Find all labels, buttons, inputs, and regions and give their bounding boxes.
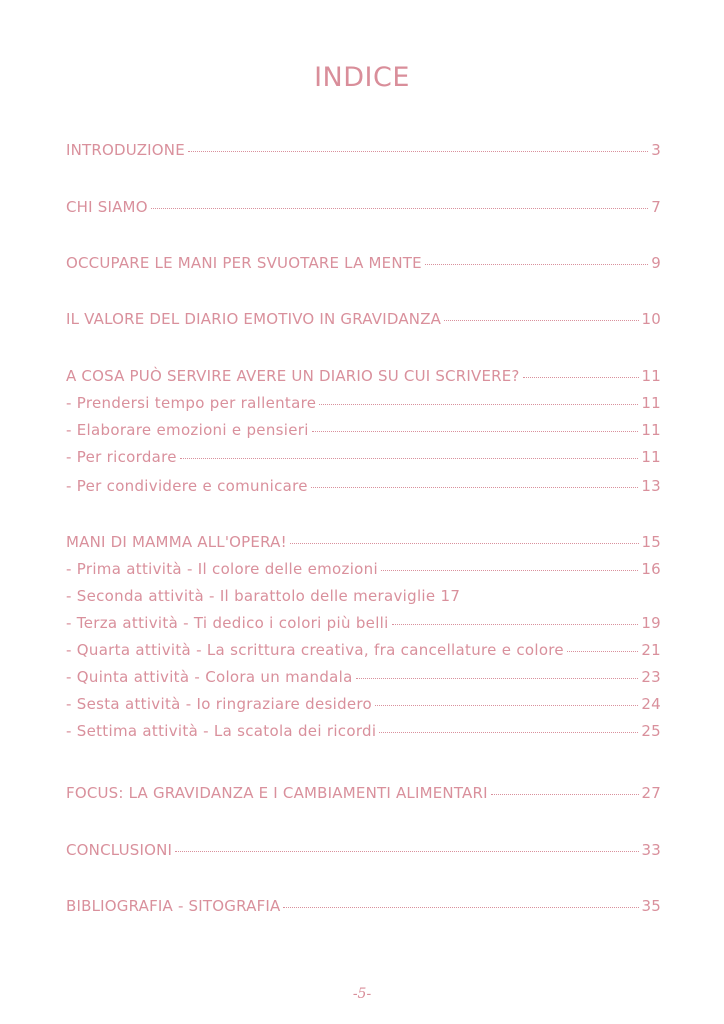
toc-entry[interactable]: [66, 253, 661, 273]
toc-entry[interactable]: [66, 783, 661, 803]
toc-entry[interactable]: [66, 197, 661, 217]
toc-entry-page-number: 11: [641, 394, 661, 412]
toc-entry-label: CHI SIAMO: [66, 198, 148, 216]
dot-leader: [319, 403, 638, 405]
toc-entry-page-number: 15: [641, 533, 661, 551]
dot-leader: [491, 793, 639, 795]
toc-subentry[interactable]: [66, 667, 661, 687]
toc-entry-page-number: 11: [641, 367, 661, 385]
toc-entry-page-number: 3: [651, 141, 661, 159]
toc-entry-label: CONCLUSIONI: [66, 841, 173, 859]
toc-subentry[interactable]: [66, 476, 661, 496]
dot-leader: [188, 150, 648, 152]
toc-entry[interactable]: [66, 840, 661, 860]
toc-entry-label: FOCUS: LA GRAVIDANZA E I CAMBIAMENTI ALIMENTARI: [66, 784, 488, 802]
toc-entry-page-number: 10: [641, 310, 661, 328]
dot-leader: [290, 542, 639, 544]
toc-entry[interactable]: [66, 366, 661, 386]
dot-leader: [311, 486, 638, 488]
toc-entry-label: - Elaborare emozioni e pensieri: [66, 421, 309, 439]
page-number: -5-: [352, 986, 372, 1002]
dot-leader: [392, 623, 639, 625]
toc-entry-page-number: 7: [651, 198, 661, 216]
toc-entry[interactable]: [66, 532, 661, 552]
toc-entry-label: IL VALORE DEL DIARIO EMOTIVO IN GRAVIDANZA: [66, 310, 442, 328]
toc-entry[interactable]: [66, 309, 661, 329]
dot-leader: [379, 731, 638, 733]
toc-entry-page-number: 23: [641, 668, 661, 686]
dot-leader: [381, 569, 638, 571]
toc-subentry[interactable]: [66, 447, 661, 467]
toc-entry-label: - Terza attività - Ti dedico i colori più belli: [66, 614, 389, 632]
toc-subentry[interactable]: [66, 694, 661, 714]
dot-leader: [175, 850, 638, 852]
toc-subentry[interactable]: [66, 393, 661, 413]
toc-entry-label: - Per condividere e comunicare: [66, 477, 308, 495]
toc-subentry[interactable]: [66, 420, 661, 440]
toc-entry-label: INTRODUZIONE: [66, 141, 185, 159]
page-title: INDICE: [314, 62, 410, 93]
dot-leader: [523, 376, 639, 378]
toc-entry-page-number: 9: [651, 254, 661, 272]
toc-subentry[interactable]: [66, 586, 661, 606]
toc-entry-label: - Settima attività - La scatola dei ricordi: [66, 722, 377, 740]
dot-leader: [283, 906, 638, 908]
toc-entry-page-number: 11: [641, 448, 661, 466]
toc-entry-label: MANI DI MAMMA ALL'OPERA!: [66, 533, 287, 551]
toc-entry-page-number: 35: [641, 897, 661, 915]
dot-leader: [312, 430, 639, 432]
toc-subentry[interactable]: [66, 613, 661, 633]
toc-entry-page-number: 24: [641, 695, 661, 713]
toc-entry-label: - Sesta attività - Io ringraziare desidero: [66, 695, 373, 713]
toc-entry-label: - Per ricordare: [66, 448, 177, 466]
dot-leader: [444, 319, 638, 321]
toc-entry[interactable]: [66, 896, 661, 916]
toc-subentry[interactable]: [66, 721, 661, 741]
dot-leader: [567, 650, 638, 652]
toc-entry-label: OCCUPARE LE MANI PER SVUOTARE LA MENTE: [66, 254, 422, 272]
toc-entry-page-number: 21: [641, 641, 661, 659]
dot-leader: [151, 207, 649, 209]
dot-leader: [375, 704, 638, 706]
toc-entry[interactable]: [66, 140, 661, 160]
toc-entry-page-number: 33: [641, 841, 661, 859]
dot-leader: [180, 457, 639, 459]
toc-entry-page-number: 16: [641, 560, 661, 578]
toc-subentry[interactable]: [66, 640, 661, 660]
toc-entry-page-number: 27: [641, 784, 661, 802]
toc-entry-label: - Seconda attività - Il barattolo delle meraviglie 17: [66, 587, 461, 605]
toc-entry-page-number: 13: [641, 477, 661, 495]
toc-entry-label: - Quarta attività - La scrittura creativa, fra cancellature e colore: [66, 641, 564, 659]
dot-leader: [425, 263, 648, 265]
toc-subentry[interactable]: [66, 559, 661, 579]
toc-entry-page-number: 25: [641, 722, 661, 740]
toc-entry-label: BIBLIOGRAFIA - SITOGRAFIA: [66, 897, 281, 915]
dot-leader: [356, 677, 639, 679]
toc-entry-label: - Prima attività - Il colore delle emozioni: [66, 560, 378, 578]
toc-entry-page-number: 11: [641, 421, 661, 439]
toc-entry-label: A COSA PUÒ SERVIRE AVERE UN DIARIO SU CUI SCRIVERE?: [66, 367, 520, 385]
toc-entry-page-number: 19: [641, 614, 661, 632]
toc-entry-label: - Prendersi tempo per rallentare: [66, 394, 317, 412]
toc-entry-label: - Quinta attività - Colora un mandala: [66, 668, 353, 686]
